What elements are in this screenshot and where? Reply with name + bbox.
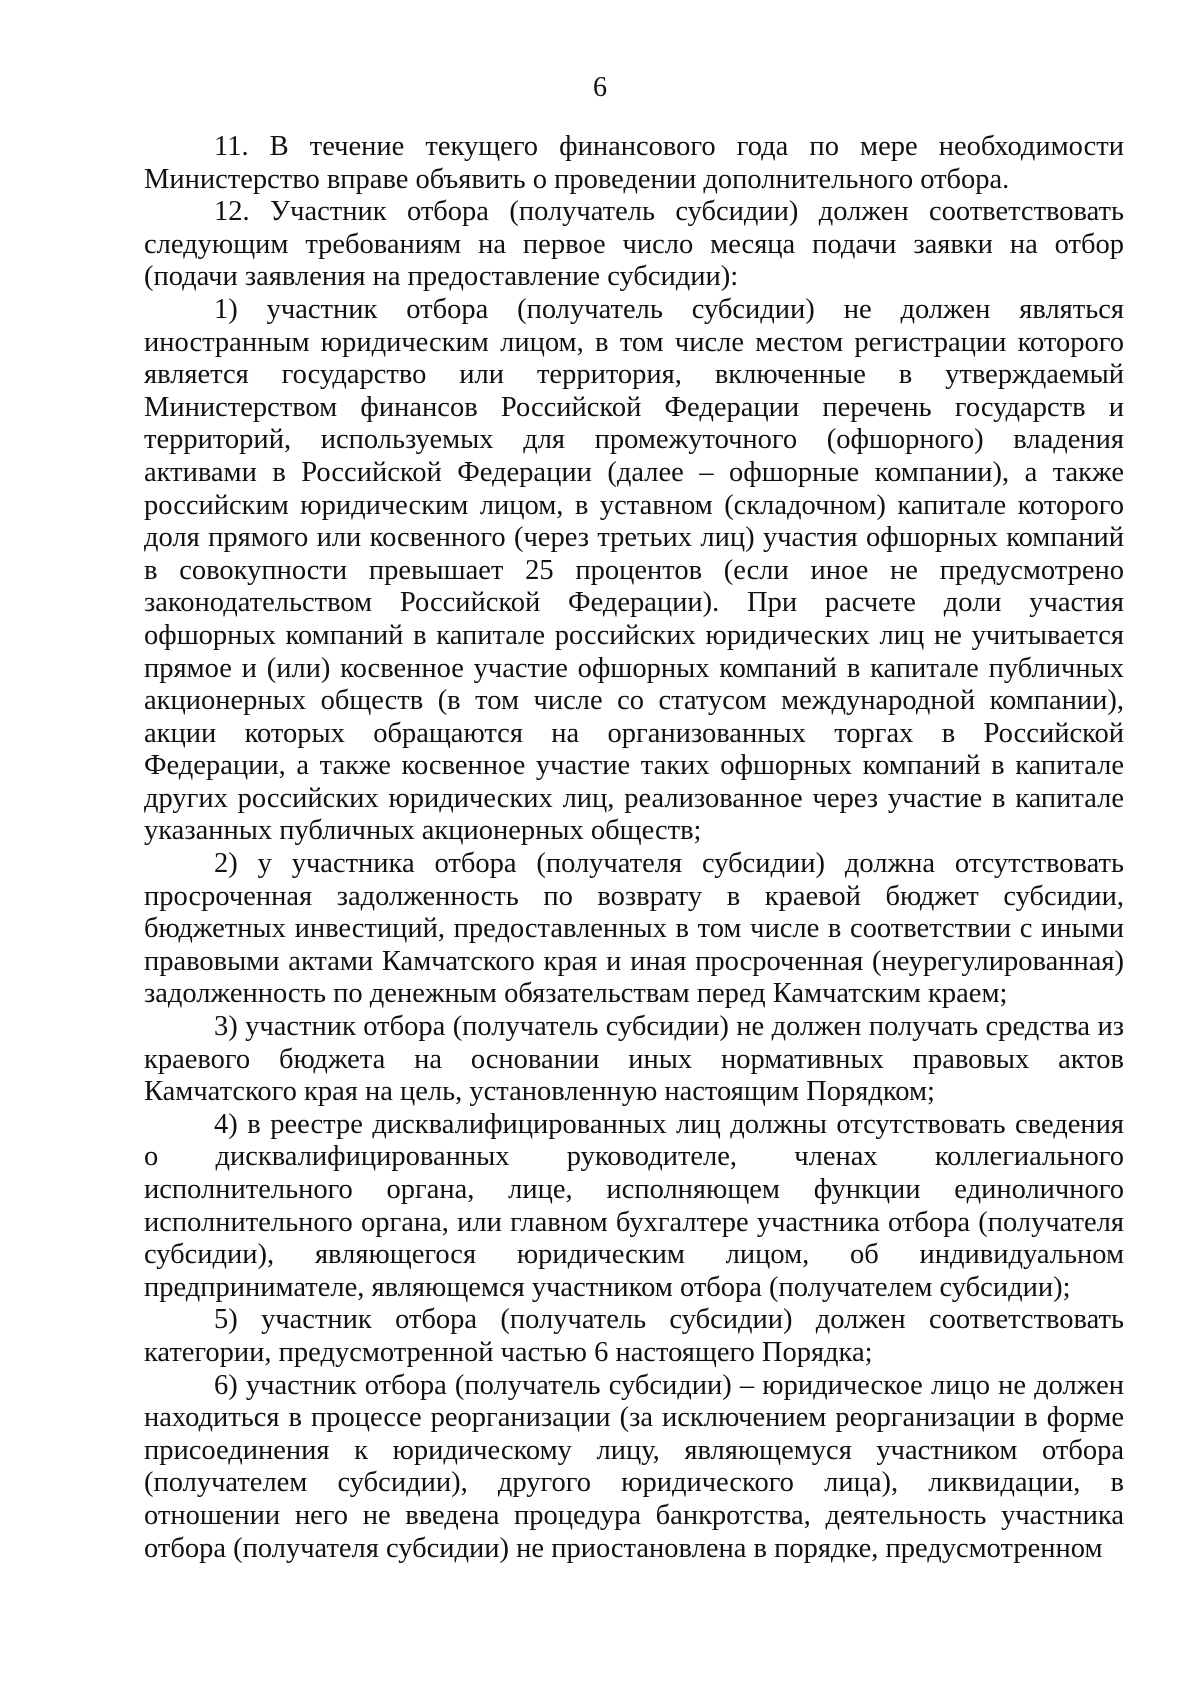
page-number: 6	[593, 72, 607, 103]
document-body	[144, 131, 1124, 1565]
requirement-2: 2) у участника отбора (получателя субсидии) должна отсутствовать просроченная задолженность по возврату в краевой бюджет субсидии, бюджетных инвестиций, предоставленных в том числе в соответствии с иными правовыми актами Камчатского края и иная просроченная (неурегулированная) задолженность по денежным обязательствам перед Камчатским краем;	[144, 848, 1124, 1010]
requirement-1: 1) участник отбора (получатель субсидии) не должен являться иностранным юридическим лицом, в том числе местом регистрации которого является государство или территория, включенные в утверждаемый Министерством финансов Российской Федерации перечень государств и территорий, используемых для промежуточного (офшорного) владения активами в Российской Федерации (далее – офшорные компании), а также российским юридическим лицом, в уставном (складочном) капитале которого доля прямого или косвенного (через третьих лиц) участия офшорных компаний в совокупности превышает 25 процентов (если иное не предусмотрено законодательством Российской Федерации). При расчете доли участия офшорных компаний в капитале российских юридических лиц не учитывается прямое и (или) косвенное участие офшорных компаний в капитале публичных акционерных обществ (в том числе со статусом международной компании), акции которых обращаются на организованных торгах в Российской Федерации, а также косвенное участие таких офшорных компаний в капитале других российских юридических лиц, реализованное через участие в капитале указанных публичных акционерных обществ;	[144, 293, 1124, 847]
requirement-6: 6) участник отбора (получатель субсидии) – юридическое лицо не должен находиться в процессе реорганизации (за исключением реорганизации в форме присоединения к юридическому лицу, являющемуся участником отбора (получателем субсидии), другого юридического лица), ликвидации, в отношении него не введена процедура банкротства, деятельность участника отбора (получателя субсидии) не приостановлена в порядке, предусмотренном	[144, 1369, 1124, 1564]
requirement-4: 4) в реестре дисквалифицированных лиц должны отсутствовать сведения о дисквалифицированных руководителе, членах коллегиального исполнительного органа, лице, исполняющем функции единоличного исполнительного органа, или главном бухгалтере участника отбора (получателя субсидии), являющегося юридическим лицом, об индивидуальном предпринимателе, являющемся участником отбора (получателем субсидии);	[144, 1108, 1124, 1303]
requirement-3: 3) участник отбора (получатель субсидии) не должен получать средства из краевого бюджета на основании иных нормативных правовых актов Камчатского края на цель, установленную настоящим Порядком;	[144, 1011, 1124, 1108]
paragraph-12: 12. Участник отбора (получатель субсидии) должен соответствовать следующим требованиям на первое число месяца подачи заявки на отбор (подачи заявления на предоставление субсидии):	[144, 196, 1124, 293]
requirement-5: 5) участник отбора (получатель субсидии) должен соответствовать категории, предусмотренной частью 6 настоящего Порядка;	[144, 1304, 1124, 1368]
paragraph-11: 11. В течение текущего финансового года по мере необходимости Министерство вправе объявить о проведении дополнительного отбора.	[144, 131, 1124, 195]
